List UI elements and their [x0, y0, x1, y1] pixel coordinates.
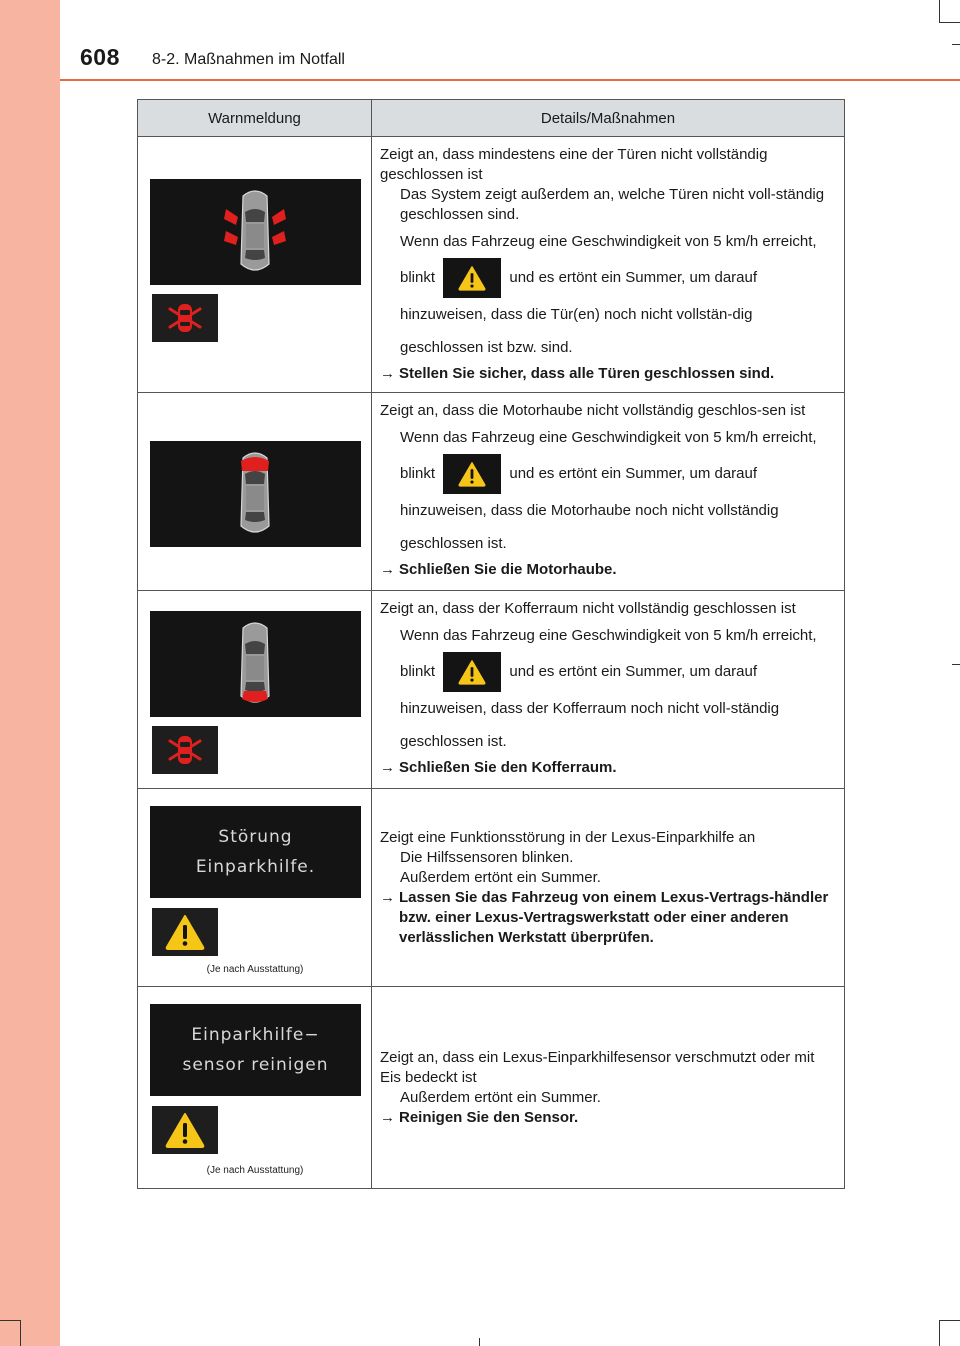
- footnote: (Je nach Ausstattung): [206, 964, 304, 975]
- detail-text: Wenn das Fahrzeug eine Geschwindigkeit von 5 km/h erreicht, blinkt und es ertönt ein Summer, um darauf hinzuweisen, dass der Kofferraum noch nicht voll-ständig geschlossen ist.: [400, 627, 817, 750]
- display-text: Einparkhilfe−: [191, 1025, 320, 1045]
- car-hood-open-icon: [150, 441, 361, 547]
- crop-mark: [20, 1320, 21, 1346]
- detail-text: Wenn das Fahrzeug eine Geschwindigkeit von 5 km/h erreicht, blinkt und es ertönt ein Summer, um darauf hinzuweisen, dass die Motorhaube noch nicht vollständig geschlossen ist.: [400, 429, 817, 552]
- warning-triangle-icon: [458, 659, 486, 685]
- warning-image-cell: [138, 591, 372, 789]
- detail-text: Das System zeigt außerdem an, welche Türen nicht voll-ständig geschlossen sind.: [400, 186, 825, 223]
- warning-symbol: [443, 454, 501, 494]
- section-title: 8-2. Maßnahmen im Notfall: [152, 51, 345, 68]
- warning-triangle-icon: [165, 914, 205, 950]
- details-cell: [372, 987, 845, 1189]
- door-open-display: [150, 179, 361, 285]
- crop-mark: [952, 664, 960, 665]
- door-open-indicator: [152, 726, 218, 774]
- detail-text: Außerdem ertönt ein Summer.: [400, 1088, 601, 1106]
- warning-image-cell: [138, 393, 372, 591]
- parking-sensor-clean-display: [150, 1004, 361, 1096]
- details-cell: [372, 591, 845, 789]
- page-number: 608: [80, 44, 120, 70]
- table-row: [138, 137, 845, 393]
- action-text: → Schließen Sie die Motorhaube.: [380, 561, 617, 578]
- table-row: [138, 789, 845, 987]
- crop-mark: [0, 1320, 20, 1321]
- door-open-icon: [165, 300, 205, 336]
- column-header-details: Details/Maßnahmen: [372, 100, 845, 137]
- table-row: [138, 591, 845, 789]
- trunk-open-display: [150, 611, 361, 717]
- warning-symbol: [443, 258, 501, 298]
- detail-intro: Zeigt eine Funktionsstörung in der Lexus-Einparkhilfe an: [380, 828, 756, 846]
- detail-text: Wenn das Fahrzeug eine Geschwindigkeit von 5 km/h erreicht, blinkt und es ertönt ein Summer, um darauf hinzuweisen, dass die Tür(en) noch nicht vollstän-dig geschlossen ist bzw. sind.: [400, 233, 817, 356]
- detail-intro: Zeigt an, dass der Kofferraum nicht vollständig geschlossen ist: [380, 600, 796, 617]
- warning-triangle-icon: [165, 1112, 205, 1148]
- warning-indicator: [152, 1106, 218, 1154]
- car-trunk-open-icon: [150, 611, 361, 717]
- crop-mark: [939, 0, 940, 22]
- action-text: → Schließen Sie den Kofferraum.: [380, 759, 617, 776]
- warning-symbol: [443, 652, 501, 692]
- table-row: [138, 393, 845, 591]
- door-open-icon: [165, 732, 205, 768]
- column-header-warning: Warnmeldung: [138, 100, 372, 137]
- warning-image-cell: [138, 789, 372, 987]
- footnote: (Je nach Ausstattung): [206, 1165, 304, 1176]
- display-text: Einparkhilfe.: [195, 857, 316, 877]
- warning-indicator: [152, 908, 218, 956]
- action-text: → Stellen Sie sicher, dass alle Türen geschlossen sind.: [380, 365, 775, 382]
- detail-text: Die Hilfssensoren blinken.: [400, 848, 574, 866]
- action-text: → Reinigen Sie den Sensor.: [380, 1108, 579, 1126]
- details-cell: [372, 137, 845, 393]
- warning-triangle-icon: [458, 265, 486, 291]
- crop-mark: [939, 22, 960, 23]
- crop-mark: [939, 1320, 960, 1321]
- action-text: → Lassen Sie das Fahrzeug von einem Lexus-Vertrags-händler bzw. einer Lexus-Vertragswerkstatt oder einer anderen verlässlichen Werkstatt überprüfen.: [380, 888, 829, 946]
- hood-open-display: [150, 441, 361, 547]
- display-text: Störung: [218, 827, 293, 847]
- warning-triangle-icon: [458, 461, 486, 487]
- crop-mark: [939, 1320, 940, 1346]
- display-text: sensor reinigen: [182, 1055, 329, 1075]
- detail-text: Außerdem ertönt ein Summer.: [400, 868, 601, 886]
- crop-mark: [952, 44, 960, 45]
- warning-image-cell: [138, 137, 372, 393]
- table-row: [138, 987, 845, 1189]
- warning-table: [137, 99, 845, 1189]
- detail-intro: Zeigt an, dass mindestens eine der Türen nicht vollständig geschlossen ist: [380, 146, 768, 183]
- car-doors-open-icon: [150, 179, 361, 285]
- detail-intro: Zeigt an, dass die Motorhaube nicht vollständig geschlos-sen ist: [380, 402, 806, 419]
- details-cell: [372, 789, 845, 987]
- header-rule: [60, 79, 960, 81]
- crop-mark: [479, 1338, 480, 1346]
- side-color-strip: [0, 0, 60, 1346]
- door-open-indicator: [152, 294, 218, 342]
- detail-intro: Zeigt an, dass ein Lexus-Einparkhilfesensor verschmutzt oder mit Eis bedeckt ist: [380, 1048, 815, 1086]
- warning-image-cell: [138, 987, 372, 1189]
- parking-assist-error-display: [150, 806, 361, 898]
- details-cell: [372, 393, 845, 591]
